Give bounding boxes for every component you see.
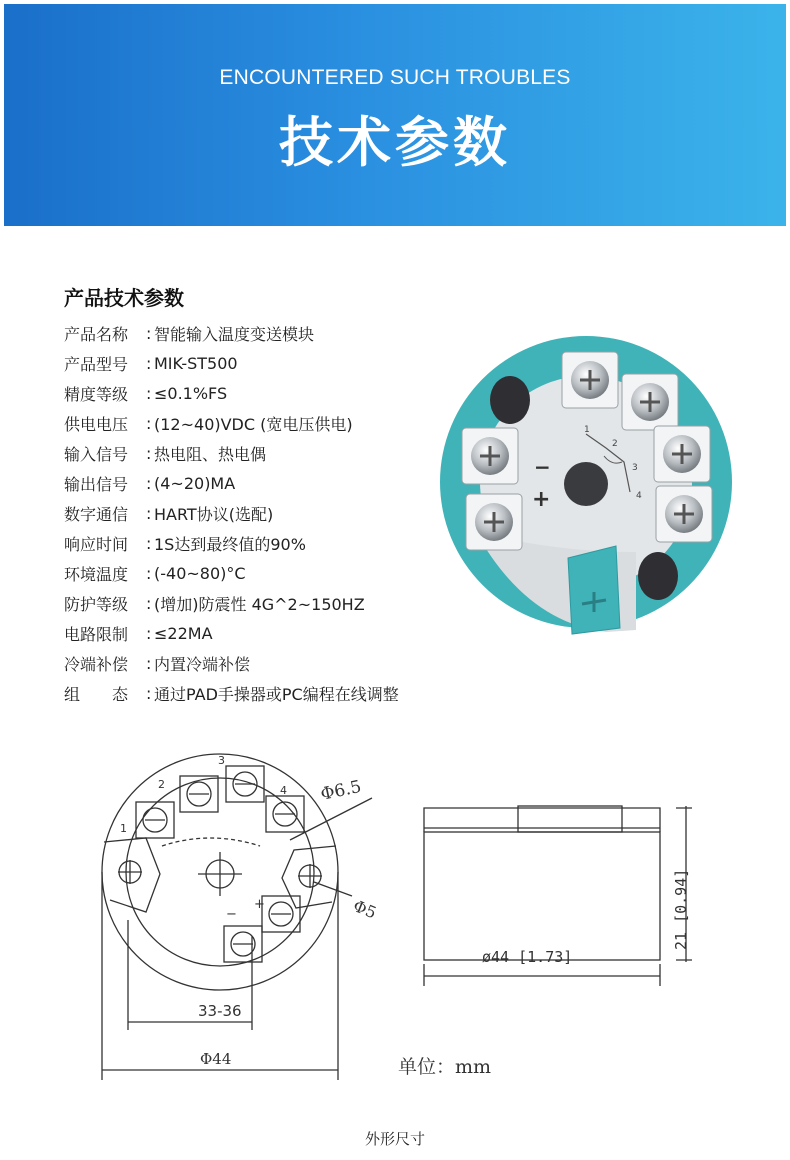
dim-outer-dia: Φ44 xyxy=(200,1050,232,1068)
dim-span: 33-36 xyxy=(198,1002,242,1020)
spec-value: 通过PAD手操器或PC编程在线调整 xyxy=(154,684,399,704)
spec-label: 组 态 xyxy=(64,684,129,704)
spec-row: 环境温度 : (-40~80)°C xyxy=(64,563,246,584)
spec-value: ≤22MA xyxy=(154,623,213,643)
spec-value: MIK-ST500 xyxy=(154,353,238,373)
figure-caption: 外形尺寸 xyxy=(364,1130,425,1148)
spec-list xyxy=(64,318,484,708)
spec-label: 输入信号 xyxy=(64,444,129,464)
mounting-hole xyxy=(638,552,678,600)
banner-subtitle: ENCOUNTERED SUCH TROUBLES xyxy=(219,66,571,89)
pin-label: 2 xyxy=(158,778,165,791)
minus-sign: − xyxy=(226,907,237,922)
spec-label: 防护等级 xyxy=(64,594,129,614)
spec-value: 热电阻、热电偶 xyxy=(154,444,267,464)
terminal-number: 2 xyxy=(612,439,618,449)
spec-label: 响应时间 xyxy=(64,534,129,554)
spec-row: 防护等级 : (增加)防震性 4G^2~150HZ xyxy=(64,593,365,614)
spec-row: 冷端补偿 : 内置冷端补偿 xyxy=(64,653,251,674)
spec-value: ≤0.1%FS xyxy=(154,383,228,403)
spec-label: 精度等级 xyxy=(64,384,129,404)
spec-row: 输入信号 : 热电阻、热电偶 xyxy=(64,443,267,464)
terminal-block xyxy=(466,494,522,550)
spec-label: 环境温度 xyxy=(64,564,129,584)
plus-sign: + xyxy=(254,897,265,912)
spec-row: 精度等级 : ≤0.1%FS xyxy=(64,383,228,404)
spec-label: 冷端补偿 xyxy=(64,654,129,674)
spec-row: 输出信号 : (4~20)MA xyxy=(64,473,236,494)
terminal-block xyxy=(562,352,618,408)
dim-small-dia: Φ5 xyxy=(350,896,380,923)
spec-value: HART协议(选配) xyxy=(154,504,274,524)
spec-row: 电路限制 : ≤22MA xyxy=(64,623,213,644)
center-hole xyxy=(564,462,608,506)
terminal-block xyxy=(622,374,678,430)
spec-row: 产品名称 : 智能输入温度变送模块 xyxy=(64,323,315,344)
spec-label: 产品型号 xyxy=(64,354,129,374)
terminal-block xyxy=(656,486,712,542)
spec-label: 数字通信 xyxy=(64,504,129,524)
minus-sign: − xyxy=(534,455,551,479)
dimension-drawing xyxy=(90,750,710,1090)
pin-label: 4 xyxy=(280,784,287,797)
spec-value: 智能输入温度变送模块 xyxy=(154,324,315,344)
spec-row: 响应时间 : 1S达到最终值的90% xyxy=(64,533,306,554)
dim-hole-dia: Φ6.5 xyxy=(318,776,364,805)
spec-section-title: 产品技术参数 xyxy=(64,286,184,310)
terminal-number: 4 xyxy=(636,491,642,501)
unit-label: 单位：mm xyxy=(398,1056,492,1078)
spec-label: 供电电压 xyxy=(64,414,129,434)
mounting-hole xyxy=(490,376,530,424)
spec-row: 产品型号 : MIK-ST500 xyxy=(64,353,238,374)
terminal-number: 1 xyxy=(584,425,590,435)
spec-row: 组 态 : 通过PAD手操器或PC编程在线调整 xyxy=(64,683,399,704)
header-banner xyxy=(4,4,786,226)
banner-title: 技术参数 xyxy=(279,111,511,174)
spec-value: (增加)防震性 4G^2~150HZ xyxy=(154,594,365,614)
spec-label: 电路限制 xyxy=(64,624,129,644)
spec-row: 数字通信 : HART协议(选配) xyxy=(64,503,274,524)
spec-value: (4~20)MA xyxy=(154,473,236,493)
pin-label: 1 xyxy=(120,822,127,835)
spec-value: (-40~80)°C xyxy=(154,563,246,583)
dim-height: 21 [0.94] xyxy=(672,868,690,950)
spec-value: 1S达到最终值的90% xyxy=(154,534,306,554)
pin-label: 3 xyxy=(218,754,225,767)
spec-label: 输出信号 xyxy=(64,474,129,494)
product-photo xyxy=(436,322,736,640)
plus-sign: + xyxy=(532,487,551,512)
terminal-number: 3 xyxy=(632,463,638,473)
spec-value: (12~40)VDC (宽电压供电) xyxy=(154,414,353,434)
spec-value: 内置冷端补偿 xyxy=(154,654,251,674)
dim-side-dia: ø44 [1.73] xyxy=(482,948,573,966)
spec-label: 产品名称 xyxy=(64,324,129,344)
spec-row: 供电电压 : (12~40)VDC (宽电压供电) xyxy=(64,413,353,434)
terminal-block xyxy=(462,428,518,484)
terminal-block xyxy=(654,426,710,482)
